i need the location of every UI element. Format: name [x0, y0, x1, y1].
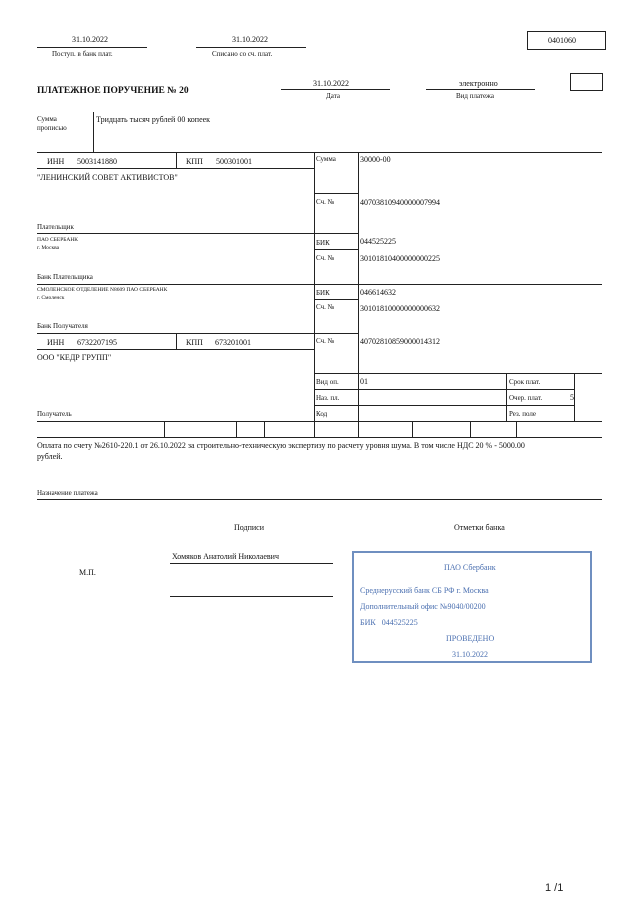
payee-inn: 6732207195	[77, 338, 117, 347]
tax-cell-4	[412, 421, 413, 437]
stamp-office: Дополнительный офис №9040/00200	[360, 602, 486, 611]
grid-vline-codes	[506, 373, 507, 421]
payer-name: "ЛЕНИНСКИЙ СОВЕТ АКТИВИСТОВ"	[37, 173, 178, 182]
received-date: 31.10.2022	[72, 35, 108, 44]
payee-bank-name: СМОЛЕНСКОЕ ОТДЕЛЕНИЕ N8609 ПАО СБЕРБАНК	[37, 287, 168, 293]
purpose-text-1: Оплата по счету №2610-220.1 от 26.10.2022 за строительно-техническую экспертизу по расчету уровня шума. В том числе НДС 20 % - 5000.00	[37, 441, 525, 450]
signature-line-2	[170, 596, 333, 597]
payee-account: 40702810859000014312	[360, 337, 440, 346]
received-line	[37, 47, 147, 48]
purpose-line	[37, 499, 602, 500]
payee-bank-account: 30101810000000000632	[360, 304, 440, 313]
priority-label: Очер. плат.	[509, 394, 543, 402]
sum-label: Сумма	[316, 155, 336, 163]
payee-label: Получатель	[37, 410, 72, 418]
received-label: Поступ. в банк плат.	[52, 50, 113, 58]
stamp-bank-branch: Среднерусский банк СБ РФ г. Москва	[360, 586, 489, 595]
amount-words-label-1: Сумма	[37, 115, 57, 123]
grid-line-payee-bank	[37, 333, 358, 334]
payee-inn-label: ИНН	[47, 338, 65, 347]
grid-line-codes-1	[314, 389, 574, 390]
payer-label: Плательщик	[37, 223, 74, 231]
sum-value: 30000-00	[360, 155, 391, 164]
grid-line-codes-2	[314, 405, 574, 406]
grid-line-payer-bik	[314, 249, 358, 250]
payer-account: 40703810940000007994	[360, 198, 440, 207]
amount-words-divider	[93, 112, 94, 152]
debited-date: 31.10.2022	[232, 35, 268, 44]
form-code: 0401060	[548, 36, 576, 45]
grid-vline-payee-kpp	[176, 333, 177, 349]
order-date-label: Дата	[326, 92, 340, 100]
payee-account-label: Сч. №	[316, 337, 335, 345]
tax-cell-6	[516, 421, 517, 437]
payee-bik-label: БИК	[316, 289, 330, 297]
purpose-label: Назначение платежа	[37, 489, 98, 497]
payee-bik: 046614632	[360, 288, 396, 297]
payer-bank-account-label: Сч. №	[316, 254, 335, 262]
tax-cell-2	[236, 421, 237, 437]
stamp-bik: БИК 044525225	[360, 618, 418, 627]
grid-line-payer-bank	[37, 284, 602, 285]
order-date-line	[281, 89, 390, 90]
page-number: 1 /1	[545, 882, 564, 894]
payment-type-label: Вид платежа	[456, 92, 495, 100]
payee-bank-label: Банк Получателя	[37, 322, 88, 330]
grid-line-sum	[314, 193, 358, 194]
payee-name: ООО "КЕДР ГРУПП"	[37, 353, 112, 362]
status-box	[570, 73, 603, 91]
signer-name: Хомяков Анатолий Николаевич	[172, 552, 279, 561]
purpose-text-2: рублей.	[37, 452, 63, 461]
due-label: Срок плат.	[509, 378, 541, 386]
amount-words-label-2: прописью	[37, 124, 67, 132]
grid-line-payee-inn	[37, 349, 314, 350]
payer-bank-city: г. Москва	[37, 245, 60, 251]
payer-bank-label: Банк Плательщика	[37, 273, 93, 281]
purpose-code-label: Наз. пл.	[316, 394, 340, 402]
debited-label: Списано со сч. плат.	[212, 50, 273, 58]
debited-line	[196, 47, 306, 48]
grid-line-payer-inn	[37, 168, 314, 169]
payee-kpp: 673201001	[215, 338, 251, 347]
bank-stamp	[352, 551, 592, 663]
bank-marks-label: Отметки банка	[454, 523, 505, 532]
grid-line-top	[37, 152, 602, 153]
payer-inn: 5003141880	[77, 157, 117, 166]
stamp-date: 31.10.2022	[452, 650, 488, 659]
code-label: Код	[316, 410, 328, 418]
tax-cell-5	[470, 421, 471, 437]
signatures-label: Подписи	[234, 523, 265, 532]
grid-vline-payer-kpp	[176, 152, 177, 168]
tax-cell-1	[164, 421, 165, 437]
grid-line-payee-bik	[314, 299, 358, 300]
payee-bank-account-label: Сч. №	[316, 303, 335, 311]
signature-line-1	[170, 563, 333, 564]
grid-vline-codes-end	[574, 373, 575, 421]
order-date: 31.10.2022	[313, 79, 349, 88]
op-type-label: Вид оп.	[316, 378, 339, 386]
payer-bank-account: 30101810400000000225	[360, 254, 440, 263]
stamp-place-label: М.П.	[79, 568, 96, 577]
stamp-bank-name: ПАО Сбербанк	[444, 563, 496, 572]
priority-value: 5	[570, 393, 574, 402]
amount-words: Тридцать тысяч рублей 00 копеек	[96, 115, 211, 124]
payee-kpp-label: КПП	[186, 338, 203, 347]
stamp-status: ПРОВЕДЕНО	[446, 634, 495, 643]
grid-vline-main	[314, 152, 315, 437]
grid-line-payer	[37, 233, 358, 234]
reserve-label: Рез. поле	[509, 410, 537, 418]
payment-type: электронно	[459, 79, 498, 88]
payee-bank-city: г. Смоленск	[37, 295, 65, 301]
payer-account-label: Сч. №	[316, 198, 335, 206]
grid-vline-values	[358, 152, 359, 437]
payer-bik: 044525225	[360, 237, 396, 246]
page-title: ПЛАТЕЖНОЕ ПОРУЧЕНИЕ № 20	[37, 86, 189, 96]
op-type: 01	[360, 377, 368, 386]
payer-bik-label: БИК	[316, 239, 330, 247]
grid-line-payee	[37, 421, 602, 422]
payer-inn-label: ИНН	[47, 157, 65, 166]
payer-kpp-label: КПП	[186, 157, 203, 166]
grid-line-taxes	[37, 437, 602, 438]
payment-type-line	[426, 89, 535, 90]
payer-bank-name: ПАО СБЕРБАНК	[37, 237, 78, 243]
tax-cell-3	[264, 421, 265, 437]
payer-kpp: 500301001	[216, 157, 252, 166]
